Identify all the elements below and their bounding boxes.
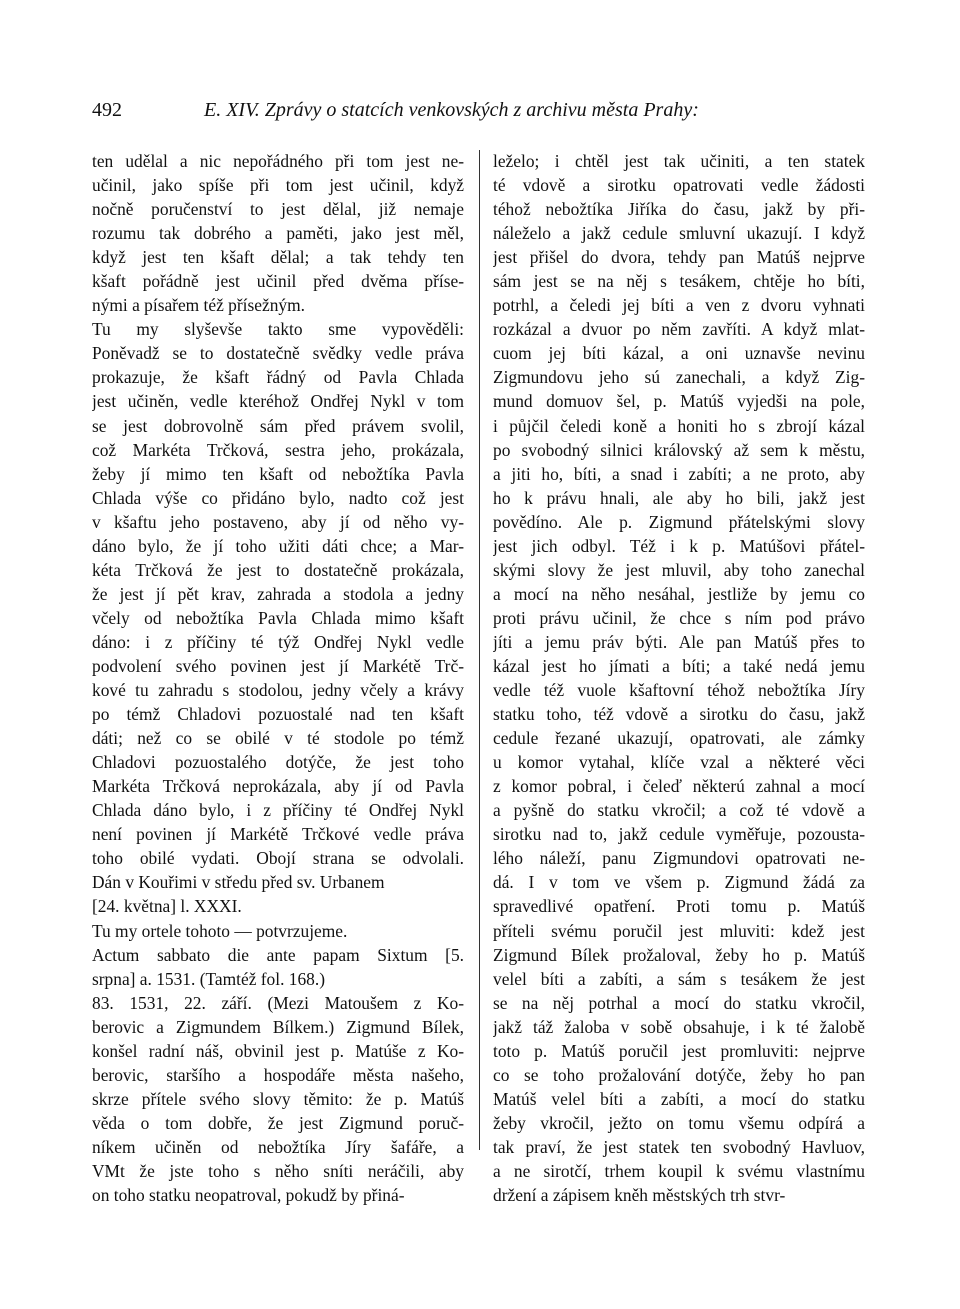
text-line: sirotku nad to, jakž cedule vyměřuje, pozousta- xyxy=(493,824,865,845)
text-line: Chladovi pozuostalého dotýče, že jest toho xyxy=(92,752,464,773)
text-line: mund domuov šel, p. Matúš vyjedši na pole, xyxy=(493,391,865,412)
text-line: že jest jí pět krav, zahrada a stodola a jedny xyxy=(92,583,464,604)
text-line: žeby jí mimo ten kšaft od nebožtíka Pavla xyxy=(92,463,464,484)
text-line: jakž táž žaloba v sobě obsahuje, i k té žalobě xyxy=(493,1016,865,1037)
text-line: cuom jej bíti kázal, a oni uznavše nevinu xyxy=(493,343,865,364)
right-text-column xyxy=(493,149,865,1207)
text-line: není povinen jí Markétě Trčkové vedle práva xyxy=(92,824,464,845)
text-line: náleželo a jakž cedule smluvní ukazují. I když xyxy=(493,223,865,244)
text-line: statku toho, též vdově a sirotku do času, jakž xyxy=(493,704,865,725)
text-line: cedule řezané ukazují, opatrovati, ale zámky xyxy=(493,728,865,749)
text-line: nočně poručenství to jest dělal, již nemaje xyxy=(92,199,464,220)
text-line: kéta Trčková že jest to dostatečně prokázala, xyxy=(92,559,464,580)
text-line: podvolení svého povinen jest jí Markétě Trč- xyxy=(92,655,464,676)
text-line: kové tu zahradu s stodolou, jedny včely a krávy xyxy=(92,680,464,701)
text-line: tak praví, že jest statek ten svobodný Havluov, xyxy=(493,1136,865,1157)
text-line: ten udělal a nic nepořádného při tom jest ne- xyxy=(92,151,464,171)
text-line: on toho statku neopatroval, pokudž by přiná- xyxy=(92,1185,405,1206)
text-line: jest přišel do dvora, tehdy pan Matúš nejprve xyxy=(493,247,865,268)
text-line: berovic, staršího a hospodáře města našeho, xyxy=(92,1064,464,1085)
text-line: leželo; i chtěl jest tak učiniti, a ten statek xyxy=(493,151,865,171)
text-line: a pyšně do statku vkročil; a což té vdově a xyxy=(493,800,865,821)
text-line: rozumu tak dobrého a paměti, jako jest měl, xyxy=(92,223,464,244)
text-line: co se toho prožalování dotýče, žeby ho pan xyxy=(493,1064,865,1085)
text-line: jíti a jemu práv býti. Ale pan Matúš přes to xyxy=(493,631,865,652)
text-line: skými slovy že jest mluvil, aby toho zanechal xyxy=(493,559,865,580)
text-line: učinil, jako spíše při tom jest učinil, když xyxy=(92,175,464,196)
text-line: v kšaftu jeho postaveno, aby jí od něho vy- xyxy=(92,511,464,532)
text-line: když jest ten kšaft dělal; a tak tehdy ten xyxy=(92,247,464,268)
text-line: Chlada dáno bylo, i z příčiny té Ondřej Nykl xyxy=(92,800,464,821)
text-line: Markéta Trčková neprokázala, aby jí od Pavla xyxy=(92,776,464,797)
text-line: Actum sabbato die ante papam Sixtum [5. xyxy=(92,944,464,965)
text-line: jest učiněn, vedle kteréhož Ondřej Nykl v tom xyxy=(92,391,464,412)
text-line: konšel radní náš, obvinil jest p. Matúše z Ko- xyxy=(92,1040,464,1061)
text-line: toho obilé vydati. Obojí strana se odvolali. xyxy=(92,848,464,869)
running-head: E. XIV. Zprávy o statcích venkovských z archivu města Prahy: xyxy=(204,99,699,121)
text-line: příteli svému poručil jest mluviti: kdež jest xyxy=(493,920,865,941)
text-line: [24. května] l. XXXI. xyxy=(92,896,242,917)
text-line: dáti; než co se obilé v té stodole po témž xyxy=(92,728,464,749)
text-line: Chlada výše co přidáno bylo, nadto což jest xyxy=(92,487,464,508)
text-line: i půjčil čeledi koně a honiti ho s zbrojí kázal xyxy=(493,415,865,436)
text-line: kázal jest ho jímati a bíti; a také nedá jemu xyxy=(493,655,865,676)
text-line: potrhl, a čeledi jej bíti a ven z dvoru vyhnati xyxy=(493,295,865,316)
text-line: se jest dobrovolně sám před právem svolil, xyxy=(92,415,464,436)
text-line: skrze přítele svého slovy těmito: že p. Matúš xyxy=(92,1088,464,1109)
text-line: dá. I v tom ve všem p. Zigmund žádá za xyxy=(493,872,865,893)
text-line: ho k právu hnali, ale aby ho bili, jakž jest xyxy=(493,487,865,508)
left-text-column xyxy=(92,149,464,1207)
text-line: nými a písařem též přísežným. xyxy=(92,295,305,316)
text-line: Tu my slyševše takto sme vypověděli: xyxy=(92,319,464,340)
text-line: se na něj potrhal a mocí do statku vkročil, xyxy=(493,992,865,1013)
text-line: Matúš velel bíti a zabíti, a mocí do statku xyxy=(493,1088,865,1109)
column-divider xyxy=(479,150,480,1150)
text-line: dáno bylo, že jí toho užiti dáti chce; a Mar- xyxy=(92,535,464,556)
text-line: sám jest se na něj s tesákem, chtěje ho bíti, xyxy=(493,271,865,292)
text-line: spravedlivé opatření. Proti tomu p. Matúš xyxy=(493,896,865,917)
text-line: níkem učiněn od nebožtíka Jíry šafáře, a xyxy=(92,1136,464,1157)
text-line: žeby vkročil, ježto on tomu všemu odpírá a xyxy=(493,1112,865,1133)
text-line: vedle též vuole kšaftovní téhož nebožtíka Jíry xyxy=(493,680,865,701)
text-line: a jiti ho, bíti, a snad i zabíti; a ne proto, aby xyxy=(493,463,865,484)
text-line: 83. 1531, 22. září. (Mezi Matoušem z Ko- xyxy=(92,992,464,1013)
text-line: té vdově a sirotku opatrovati vedle žádosti xyxy=(493,175,865,196)
text-line: po témž Chladovi pozuostalé nad ten kšaft xyxy=(92,704,464,725)
text-line: téhož nebožtíka Jiříka do času, jakž by při- xyxy=(493,199,865,220)
text-line: VMt že jste toho s něho sníti neráčili, aby xyxy=(92,1160,464,1181)
text-line: po svobodný silnici královský až sem k městu, xyxy=(493,439,865,460)
text-line: toto p. Matúš poručil jest promluviti: nejprve xyxy=(493,1040,865,1061)
text-line: a ne sirotčí, trhem koupil k svému vlastnímu xyxy=(493,1160,865,1181)
text-line: Zigmund Bílek prožaloval, žeby ho p. Matúš xyxy=(493,944,865,965)
text-line: berovic a Zigmundem Bílkem.) Zigmund Bílek, xyxy=(92,1016,464,1037)
text-line: věda o tom dobře, že jest Zigmund poruč- xyxy=(92,1112,464,1133)
text-line: velel bíti a zabíti, a sám s tesákem že jest xyxy=(493,968,865,989)
text-line: a mocí na něho nesáhal, jestliže by jemu co xyxy=(493,583,865,604)
text-line: včely od nebožtíka Pavla Chlada mimo kšaft xyxy=(92,607,464,628)
text-line: kšaft pořádně jest učinil před dvěma příse- xyxy=(92,271,464,292)
text-line: Tu my ortele tohoto — potvrzujeme. xyxy=(92,920,348,941)
text-line: povědíno. Ale p. Zigmund přátelskými slovy xyxy=(493,511,865,532)
text-line: rozkázal a dvuor po něm zavříti. A když mlat- xyxy=(493,319,865,340)
page-header xyxy=(92,97,872,123)
text-line: lého náleží, panu Zigmundovi opatrovati ne- xyxy=(493,848,865,869)
text-line: prokazuje, že kšaft řádný od Pavla Chlada xyxy=(92,367,464,388)
text-line: proti právu učinil, že chce s ním pod právo xyxy=(493,607,865,628)
text-line: z komor pobral, i čeleď některú zahnal a mocí xyxy=(493,776,865,797)
text-line: Poněvadž se to dostatečně svědky vedle práva xyxy=(92,343,464,364)
text-line: dáno: i z příčiny té týž Ondřej Nykl vedle xyxy=(92,631,464,652)
text-line: srpna] a. 1531. (Tamtéž fol. 168.) xyxy=(92,968,325,989)
text-line: což Markéta Trčková, sestra jeho, prokázala, xyxy=(92,439,464,460)
text-line: držení a zápisem kněh městských trh stvr- xyxy=(493,1185,786,1206)
text-line: Zigmundovu jeho sú zanechali, a když Zig- xyxy=(493,367,865,388)
text-line: jest jich odbyl. Též i k p. Matúšovi přátel- xyxy=(493,535,865,556)
page-number: 492 xyxy=(92,99,122,121)
text-line: u komor vytahal, klíče vzal a některé věci xyxy=(493,752,865,773)
text-line: Dán v Kouřimi v středu před sv. Urbanem xyxy=(92,872,385,893)
